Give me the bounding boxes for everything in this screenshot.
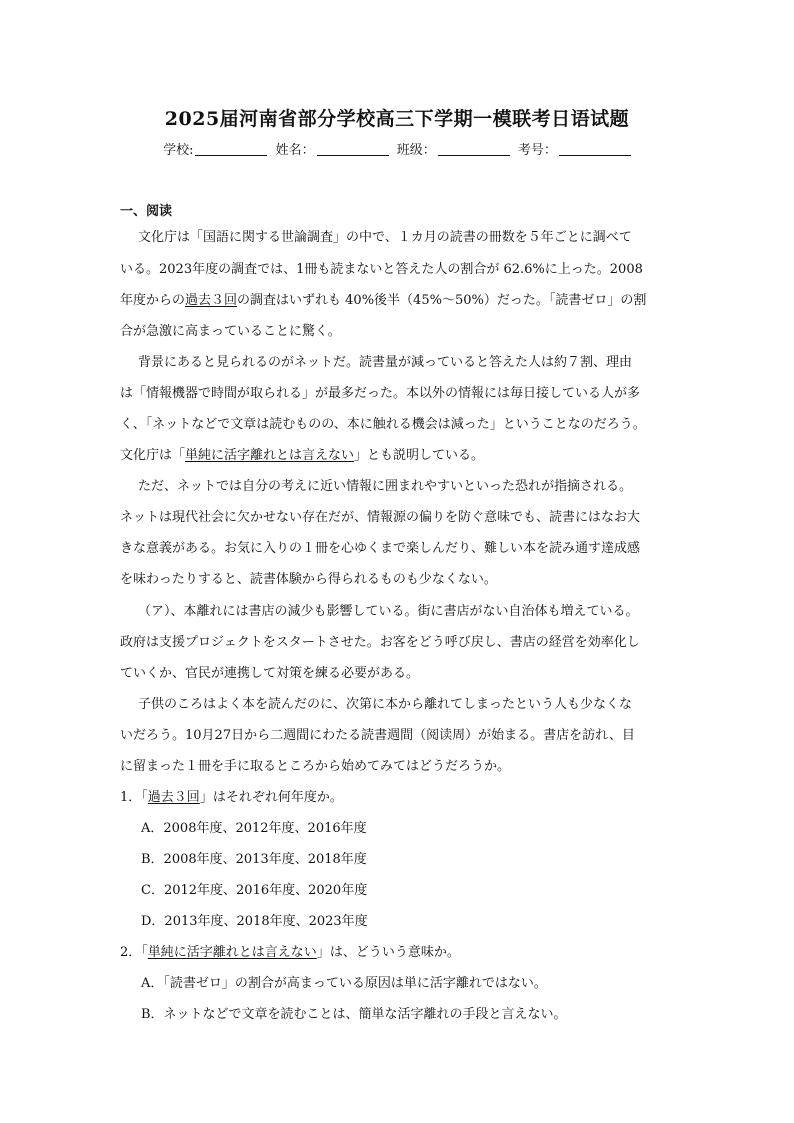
underlined-phrase: 単純に活字離れとは言えない — [147, 945, 317, 960]
class-blank — [438, 155, 510, 156]
number-field — [518, 139, 631, 158]
name-label: 姓名： — [275, 143, 315, 158]
page-title: 2025届河南省部分学校高三下学期一模联考日语试题 — [164, 108, 630, 130]
option-d[interactable]: D．2013年度、2018年度、2023年度 — [141, 914, 368, 929]
passage-line: 背景にあると見られるのがネットだ。読書量が減っていると答えた人は約７割、理由 — [138, 355, 633, 370]
student-info-row — [0, 139, 794, 158]
name-field — [276, 139, 389, 158]
question-2: 2．「単純に活字離れとは言えない」は、どういう意味か。 — [120, 945, 460, 960]
option-a[interactable]: A．「読書ゼロ」の割合が高まっている原因は単に活字離れではない。 — [141, 976, 547, 991]
passage-line: いだろう。10月27日から二週間にわたる読書週間（阅读周）が始まる。書店を訪れ、目 — [120, 728, 635, 743]
question-1: 1．「過去３回」はそれぞれ何年度か。 — [120, 790, 343, 805]
passage-line: を味わったりすると、読書体験から得られるものも少なくない。 — [120, 572, 497, 587]
passage-line: 合が急激に高まっていることに驚く。 — [120, 324, 341, 339]
option-c[interactable]: C．2012年度、2016年度、2020年度 — [141, 883, 368, 898]
passage-line: ただ、ネットでは自分の考えに近い情報に囲まれやすいといった恐れが指摘される。 — [138, 479, 633, 494]
school-label: 学校: — [163, 143, 194, 158]
passage-line: 政府は支援プロジェクトをスタートさせた。お客をどう呼び戻し、書店の経営を効率化し — [120, 635, 640, 650]
school-field — [163, 139, 267, 158]
section-heading: 一、阅读 — [120, 204, 173, 219]
number-blank — [559, 155, 631, 156]
passage-line: に留まった１冊を手に取るところから始めてみてはどうだろうか。 — [120, 759, 511, 774]
underlined-phrase: 過去３回 — [147, 790, 200, 805]
underlined-phrase: 過去３回 — [185, 293, 238, 308]
option-b[interactable]: B．2008年度、2013年度、2018年度 — [141, 852, 367, 867]
underlined-phrase: 単純に活字離れとは言えない — [185, 448, 355, 463]
passage-line: ていくか、官民が連携して対策を練る必要がある。 — [120, 666, 420, 681]
number-label: 考号： — [517, 143, 557, 158]
class-field — [397, 139, 510, 158]
passage-line: は「情報機器で時間が取られる」が最多だった。本以外の情報には毎日接している人が多 — [120, 386, 641, 401]
name-blank — [317, 155, 389, 156]
class-label: 班级： — [396, 143, 436, 158]
passage-line: きな意義がある。お気に入りの１冊を心ゆくまで楽しんだり、難しい本を読み通す達成感 — [120, 541, 641, 556]
passage-line: 年度からの過去３回の調査はいずれも 40%後半（45%～50%）だった。「読書ゼロ」の割 — [120, 293, 647, 308]
option-b[interactable]: B．ネットなどで文章を読むことは、簡単な活字離れの手段と言えない。 — [141, 1007, 567, 1022]
option-a[interactable]: A．2008年度、2012年度、2016年度 — [141, 821, 367, 836]
passage-line: ネットは現代社会に欠かせない存在だが、情報源の偏りを防ぐ意味でも、読書にはなお大 — [120, 510, 641, 525]
passage-line: 文化庁は「国語に関する世論調査」の中で、１カ月の読書の冊数を５年ごとに調べて — [138, 230, 632, 245]
passage-line: く、「ネットなどで文章は読むものの、本に触れる機会は減った」ということなのだろう。 — [120, 417, 646, 432]
passage-line: 子供のころはよく本を読んだのに、次第に本から離れてしまったという人も少なくな — [138, 697, 633, 712]
passage-line: いる。2023年度の調査では、1冊も読まないと答えた人の割合が 62.6%に上った。2008 — [120, 262, 643, 277]
school-blank — [195, 155, 267, 156]
passage-line: 文化庁は「単純に活字離れとは言えない」とも説明している。 — [120, 448, 485, 463]
passage-line: （ア）、本離れには書店の減少も影響している。街に書店がない自治体も増えている。 — [138, 604, 639, 619]
